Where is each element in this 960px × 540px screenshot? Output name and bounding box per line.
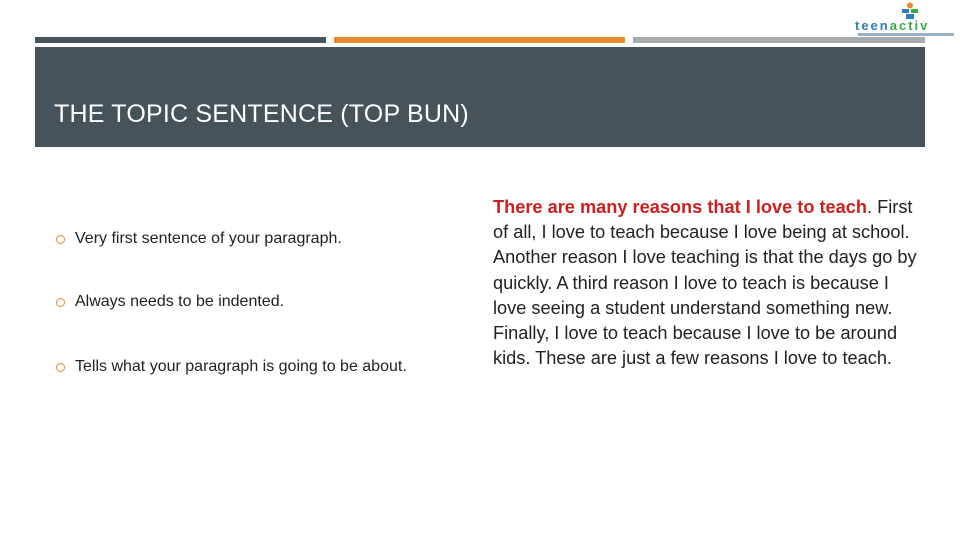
top-accent-bar-orange [334,37,625,43]
title-banner [35,47,925,147]
bullet-circle-icon [56,235,65,244]
bullet-item [56,230,342,248]
bullet-item [56,358,407,376]
logo-wordmark: teenactiv [855,18,930,33]
logo-tagline [858,33,954,36]
top-accent-bar-dark [35,37,326,43]
paragraph-body: . First of all, I love to teach because I love being at school. Another reason I love teaching is that the days go by quickly. A third reason I love to teach is because I love seeing a student understand something new. Finally, I love to teach because I love to be around kids. These are just a few reasons I love to teach. [493,197,917,369]
example-paragraph [493,195,923,371]
bullet-text: Tells what your paragraph is going to be about. [75,358,407,375]
bullet-text: Always needs to be indented. [75,293,285,310]
bullet-circle-icon [56,298,65,307]
bullet-circle-icon [56,363,65,372]
bullet-text: Very first sentence of your paragraph. [75,230,342,247]
slide-title: THE TOPIC SENTENCE (TOP BUN) [54,100,469,128]
topic-sentence-highlight: There are many reasons that I love to teach [493,197,867,217]
bullet-item [56,293,284,311]
teenactiv-logo [850,0,960,40]
